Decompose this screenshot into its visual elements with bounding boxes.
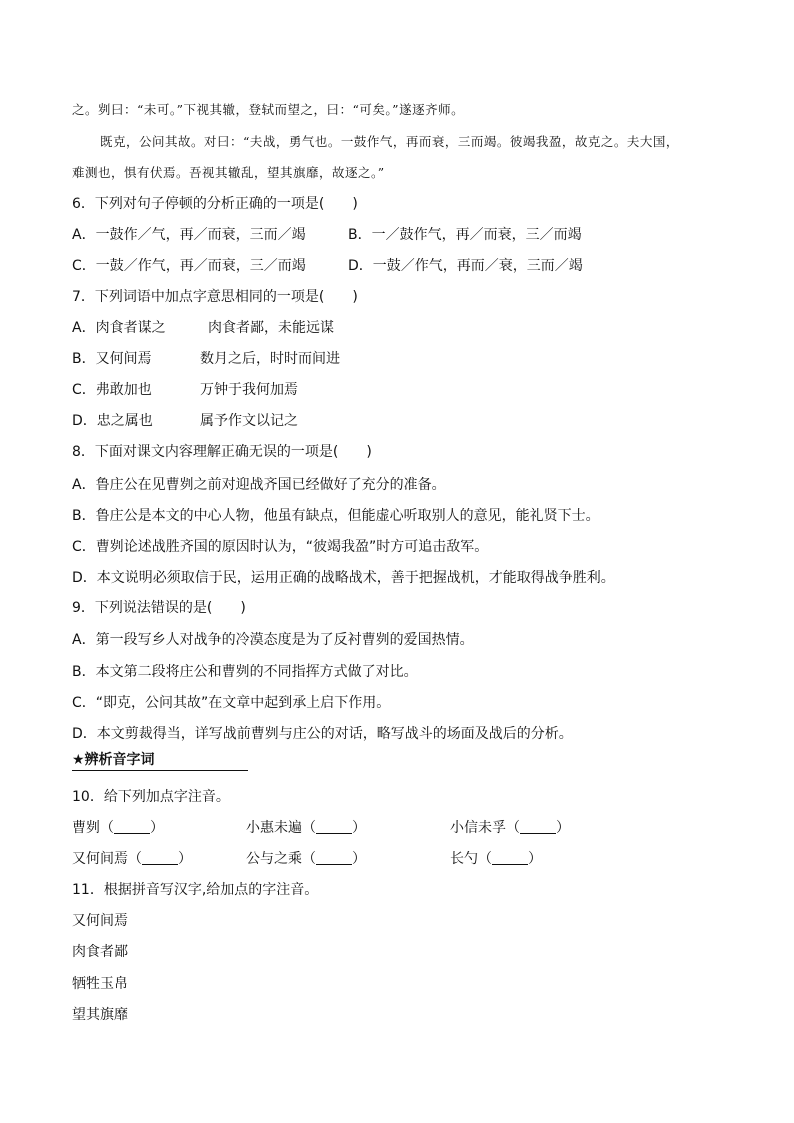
question-11-item: 又何间焉	[72, 913, 128, 929]
question-11-item: 牺牲玉帛	[72, 976, 128, 992]
answer-blank[interactable]	[520, 819, 556, 834]
question-9-option-a: A．第一段写乡人对战争的冷漠态度是为了反衬曹刿的爱国热情。	[72, 632, 474, 648]
question-7-option-a-compare: 肉食者鄙，未能远谋	[208, 320, 334, 336]
question-9-option-b: B．本文第二段将庄公和曹刿的不同指挥方式做了对比。	[72, 664, 418, 680]
question-6-option-a: A．一鼓作／气，再／而衰，三而／竭	[72, 227, 306, 243]
question-10-item-3: 小信未孚（ ）	[450, 820, 570, 836]
answer-blank[interactable]	[492, 850, 528, 865]
passage-line-1: 之。刿曰：“未可。”下视其辙，登轼而望之，曰：“可矣。”遂逐齐师。	[72, 102, 465, 117]
question-10-item-5: 公与之乘（ ）	[246, 851, 366, 867]
question-10-item-1: 曹刿（ ）	[72, 820, 164, 836]
question-9-option-c: C．“即克，公问其故”在文章中起到承上启下作用。	[72, 695, 391, 711]
question-8-option-a: A．鲁庄公在见曹刿之前对迎战齐国已经做好了充分的准备。	[72, 477, 446, 493]
question-10-item-6: 长勺（ ）	[450, 851, 542, 867]
passage-line-2: 既克，公问其故。对曰：“夫战，勇气也。一鼓作气，再而衰，三而竭。彼竭我盈，故克之。夫大国，	[100, 134, 679, 149]
question-9-option-d: D．本文剪裁得当，详写战前曹刿与庄公的对话，略写战斗的场面及战后的分析。	[72, 726, 573, 742]
question-8-option-c: C．曹刿论述战胜齐国的原因时认为，“彼竭我盈”时方可追击敌军。	[72, 539, 489, 555]
question-6-stem: 6．下列对句子停顿的分析正确的一项是( )	[72, 196, 358, 212]
question-6-option-b: B．一／鼓作气，再／而衰，三／而竭	[348, 227, 582, 243]
question-6-option-d: D．一鼓／作气，再而／衰，三而／竭	[348, 258, 583, 274]
question-7-stem: 7．下列词语中加点字意思相同的一项是( )	[72, 289, 358, 305]
question-7-option-c-compare: 万钟于我何加焉	[200, 382, 298, 398]
answer-blank[interactable]	[316, 850, 352, 865]
passage-line-3: 难测也，惧有伏焉。吾视其辙乱，望其旗靡，故逐之。”	[72, 165, 385, 180]
question-9-stem: 9．下列说法错误的是( )	[72, 600, 246, 616]
question-7-option-c: C．弗敢加也	[72, 382, 152, 398]
section-title: ★辨析音字词	[72, 750, 248, 771]
answer-blank[interactable]	[142, 850, 178, 865]
question-7-option-a: A．肉食者谋之	[72, 320, 166, 336]
question-7-option-b-compare: 数月之后，时时而间进	[200, 351, 340, 367]
question-11-stem: 11．根据拼音写汉字,给加点的字注音。	[72, 882, 319, 898]
question-11-item: 肉食者鄙	[72, 944, 128, 960]
question-6-option-c: C．一鼓／作气，再／而衰，三／而竭	[72, 258, 306, 274]
question-7-option-d-compare: 属予作文以记之	[200, 413, 298, 429]
question-10-item-4: 又何间焉（ ）	[72, 851, 192, 867]
question-7-option-b: B．又何间焉	[72, 351, 152, 367]
question-10-stem: 10．给下列加点字注音。	[72, 789, 230, 805]
question-8-stem: 8．下面对课文内容理解正确无误的一项是( )	[72, 444, 372, 460]
question-11-item: 望其旗靡	[72, 1007, 128, 1023]
question-8-option-d: D．本文说明必须取信于民，运用正确的战略战术，善于把握战机，才能取得战争胜利。	[72, 570, 615, 586]
answer-blank[interactable]	[316, 819, 352, 834]
question-8-option-b: B．鲁庄公是本文的中心人物，他虽有缺点，但能虚心听取别人的意见，能礼贤下士。	[72, 508, 600, 524]
question-10-item-2: 小惠未遍（ ）	[246, 820, 366, 836]
answer-blank[interactable]	[114, 819, 150, 834]
question-7-option-d: D．忠之属也	[72, 413, 153, 429]
